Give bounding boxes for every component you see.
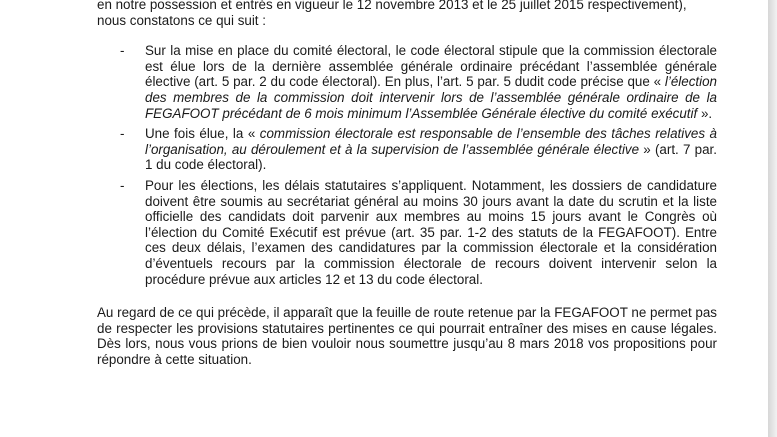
finding-item-commission-responsibility bbox=[97, 126, 717, 173]
intro-line-1: en notre possession et entrés en vigueur le 12 novembre 2013 et le 25 juillet 2015 respectivement), bbox=[97, 0, 687, 12]
finding-quote: commission électorale est responsable de l’ensemble des tâches relatives à l’organisation, au déroulement et à la supervision de l’assemblée générale élective bbox=[145, 126, 717, 157]
letter-body bbox=[97, 0, 717, 367]
finding-text: Pour les élections, les délais statutaires s’appliquent. Notamment, les dossiers de candidature doivent être soumis au secrétariat général au moins 30 jours avant la date du scrutin et la liste officielle des candidats doit parvenir aux membres au moins 15 jours avant le Congrès où l’élection du Comité Exécutif est prévue (art. 35 par. 1-2 des statuts de la FEGAFOOT). Entre ces deux délais, l’examen des candidatures par la commission électorale et la considération d’éventuels recours par la commission électorale de recours doivent intervenir selon la procédure prévue aux articles 12 et 13 du code électoral. bbox=[145, 177, 717, 287]
page-edge-shadow bbox=[768, 0, 777, 437]
finding-text-end: » (art. 7 par. 1 du code électoral). bbox=[145, 141, 717, 173]
finding-quote: l’élection des membres de la commission doit intervenir lors de l’assemblée générale ordinaire de la FEGAFOOT précédant de 6 mois minimum l’Assemblée Générale élective du comité exécutif bbox=[145, 74, 717, 121]
findings-list bbox=[97, 43, 717, 287]
intro-paragraph bbox=[97, 0, 717, 28]
list-dash: - bbox=[120, 126, 125, 142]
finding-text: Une fois élue, la « bbox=[145, 126, 260, 142]
finding-item-electoral-committee bbox=[97, 43, 717, 121]
finding-text: Sur la mise en place du comité électoral, le code électoral stipule que la commission électorale est élue lors de la dernière assemblée générale ordinaire précédant l’assemblée générale élective (art. 5 par. 2 du code électoral). En plus, l’art. 5 par. 5 dudit code précise que « bbox=[145, 43, 717, 90]
finding-text-end: ». bbox=[697, 105, 713, 121]
list-dash: - bbox=[120, 177, 125, 193]
intro-line-2: nous constatons ce qui suit : bbox=[97, 12, 266, 28]
conclusion-paragraph: Au regard de ce qui précède, il apparaît que la feuille de route retenue par la FEGAFOOT ne permet pas de respecter les provisions statutaires pertinentes ce qui pourrait entraîner des mises en cause légales. Dès lors, nous vous prions de bien vouloir nous soumettre jusqu’au 8 mars 2018 vos propositions pour répondre à cette situation. bbox=[97, 305, 717, 367]
list-dash: - bbox=[120, 43, 125, 59]
finding-item-statutory-deadlines bbox=[97, 178, 717, 287]
